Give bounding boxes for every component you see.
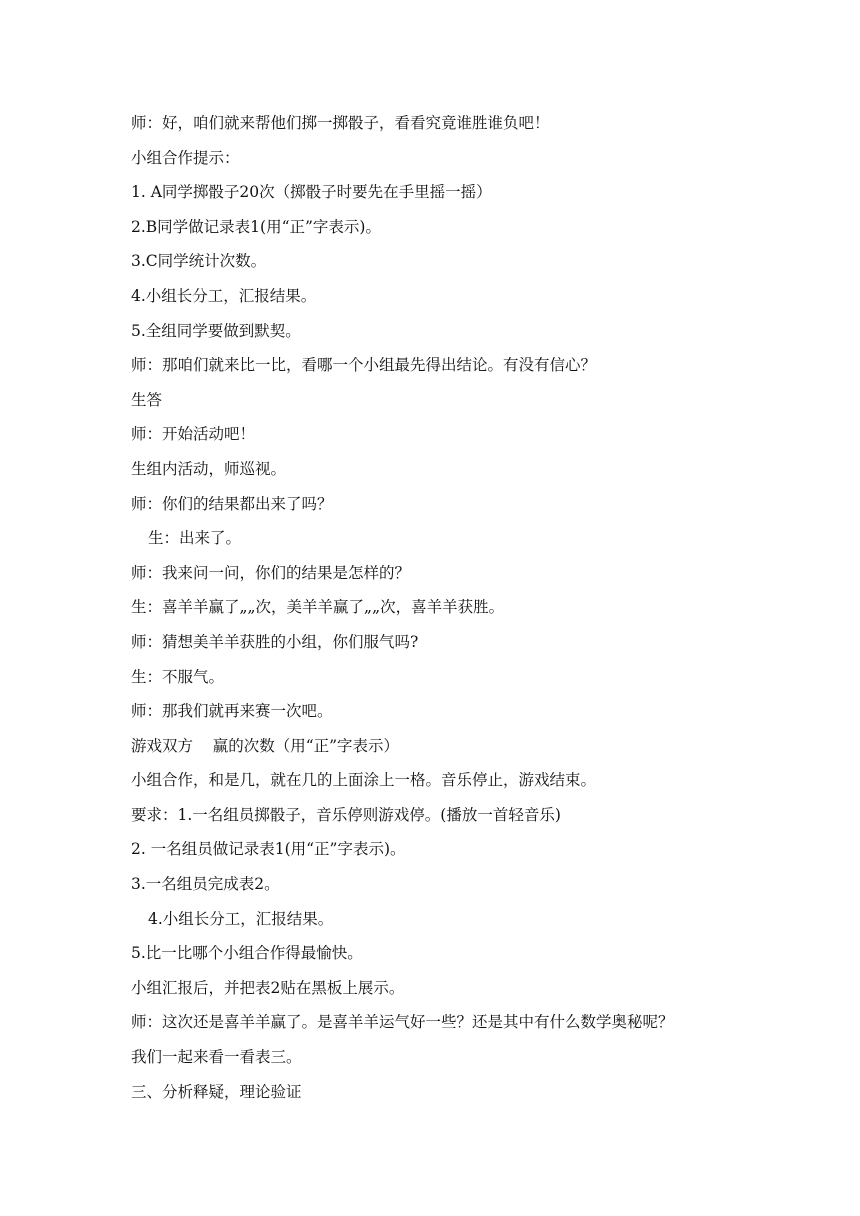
paragraph-line: 师：那咱们就来比一比，看哪一个小组最先得出结论。有没有信心？ (131, 356, 597, 375)
paragraph-line: 师：开始活动吧！ (131, 425, 256, 444)
paragraph-line: 我们一起来看一看表三。 (131, 1048, 302, 1067)
paragraph-line: 2.B同学做记录表1(用“正”字表示)。 (131, 217, 381, 236)
paragraph-line: 要求：1.一名组员掷骰子，音乐停则游戏停。(播放一首轻音乐) (131, 805, 561, 824)
paragraph-line: 师：猜想美羊羊获胜的小组，你们服气吗? (131, 632, 419, 651)
paragraph-line: 小组合作，和是几，就在几的上面涂上一格。音乐停止，游戏结束。 (131, 771, 597, 790)
paragraph-line: 5.比一比哪个小组合作得最愉快。 (131, 944, 363, 963)
paragraph-line: 3.C同学统计次数。 (131, 252, 267, 271)
paragraph-line: 师：你们的结果都出来了吗？ (131, 494, 333, 513)
paragraph-line: 师：这次还是喜羊羊赢了。是喜羊羊运气好一些？还是其中有什么数学奥秘呢？ (131, 1013, 674, 1032)
paragraph-line: 小组合作提示： (131, 148, 240, 167)
paragraph-line: 生：出来了。 (148, 529, 242, 548)
paragraph-line: 生组内活动，师巡视。 (131, 459, 287, 478)
paragraph-line: 小组汇报后，并把表2贴在黑板上展示。 (131, 978, 405, 997)
paragraph-line: 生：不服气。 (131, 667, 225, 686)
paragraph-line: 3.一名组员完成表2。 (131, 875, 280, 894)
paragraph-line: 师：那我们就再来赛一次吧。 (131, 702, 333, 721)
paragraph-line: 师：好，咱们就来帮他们掷一掷骰子，看看究竟谁胜谁负吧！ (131, 114, 550, 132)
section-heading: 三、分析释疑，理论验证 (131, 1082, 302, 1101)
paragraph-line: 5.全组同学要做到默契。 (131, 321, 301, 340)
paragraph-line: 1. A同学掷骰子20次（掷骰子时要先在手里摇一摇） (131, 183, 492, 202)
paragraph-line: 4.小组长分工，汇报结果。 (131, 286, 317, 305)
paragraph-line: 4.小组长分工，汇报结果。 (148, 909, 334, 928)
paragraph-line: 2. 一名组员做记录表1(用“正”字表示)。 (131, 840, 406, 859)
document-body (131, 106, 791, 1109)
paragraph-line: 生：喜羊羊赢了„„次，美羊羊赢了„„次，喜羊羊获胜。 (131, 598, 505, 617)
paragraph-line: 师：我来问一问，你们的结果是怎样的？ (131, 563, 411, 582)
paragraph-line: 游戏双方 赢的次数（用“正”字表示） (131, 736, 400, 755)
paragraph-line: 生答 (131, 390, 163, 409)
